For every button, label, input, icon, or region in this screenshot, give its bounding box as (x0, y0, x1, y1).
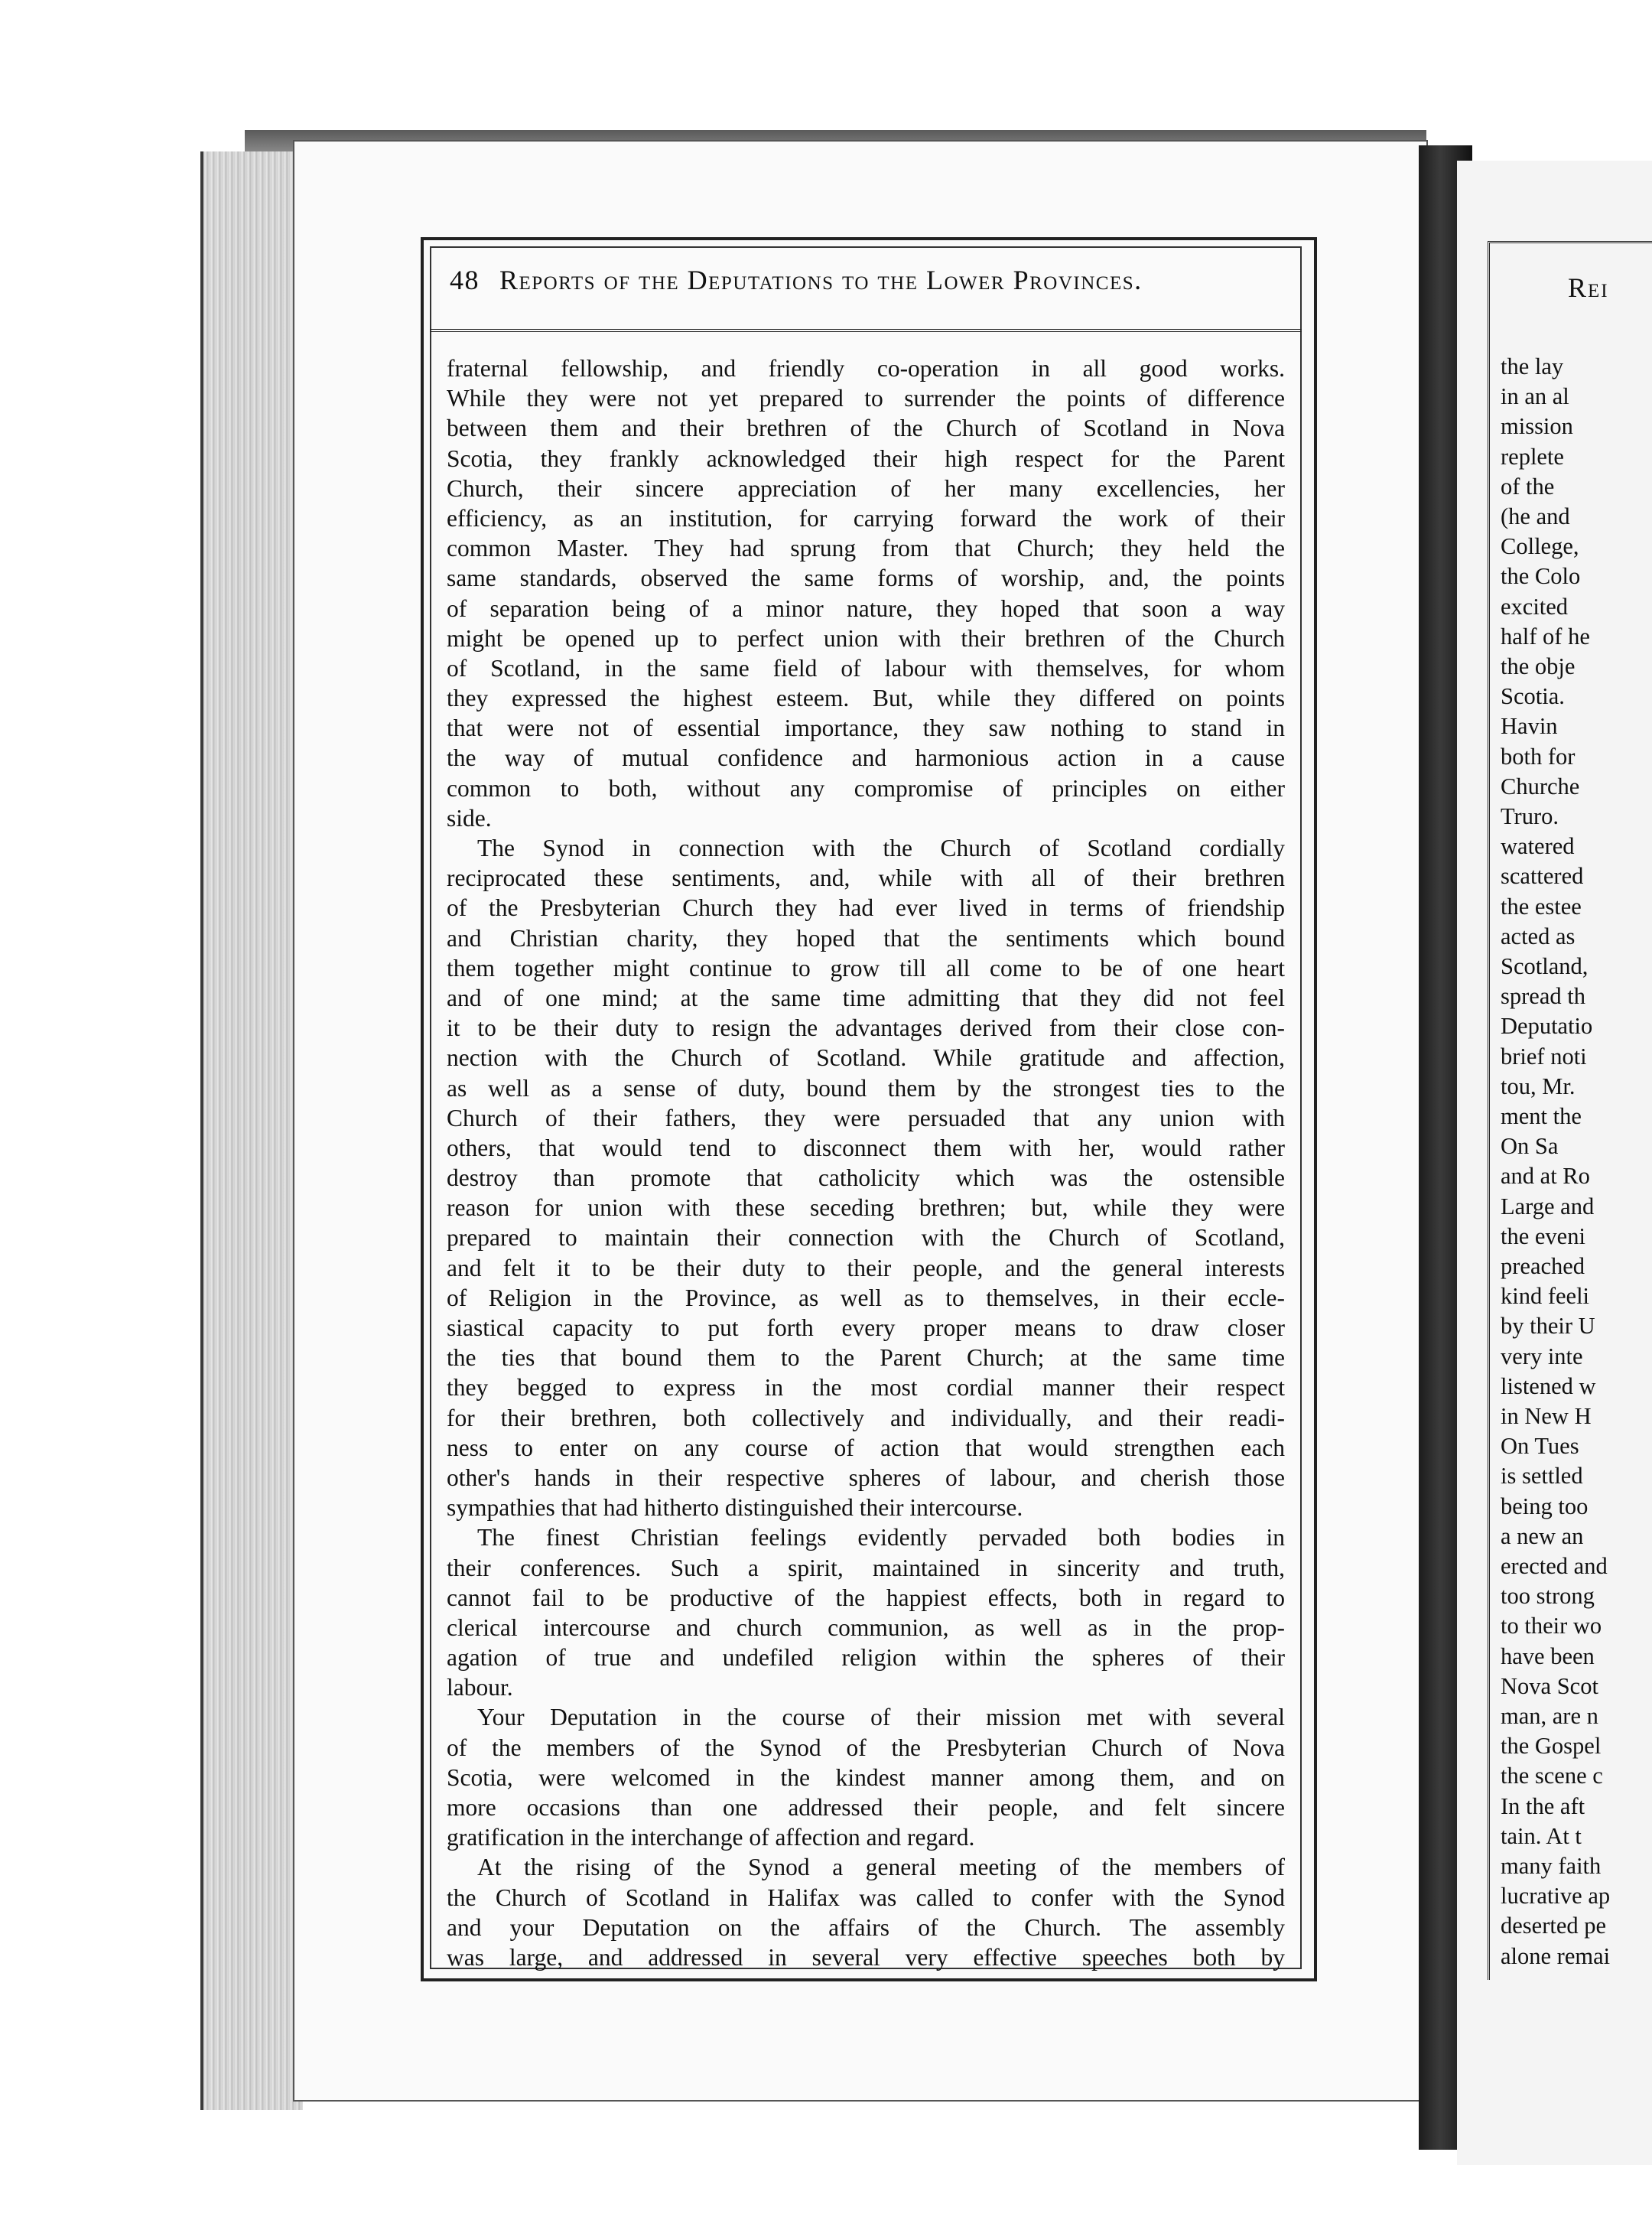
text-line: the way of mutual confidence and harmonious action in a cause (447, 744, 1285, 772)
right-page-text-line: the scene c (1501, 1763, 1603, 1789)
body-text (447, 353, 1285, 1972)
right-page-text-line: in New H (1501, 1403, 1592, 1429)
right-page-text-line: spread th (1501, 983, 1585, 1010)
right-page-text-line: Churche (1501, 773, 1580, 799)
text-line: of the members of the Synod of the Presbyterian Church of Nova (447, 1734, 1285, 1761)
text-line: and your Deputation on the affairs of the Church. The assembly (447, 1913, 1285, 1941)
header-rule (430, 329, 1302, 332)
right-page-text-line: erected and (1501, 1553, 1608, 1579)
right-page-text-line: watered (1501, 833, 1575, 860)
text-line: prepared to maintain their connection with the Church of Scotland, (447, 1224, 1285, 1252)
text-line: of Scotland, in the same field of labour with themselves, for whom (447, 654, 1285, 682)
right-page-text-line: lucrative ap (1501, 1883, 1611, 1910)
text-line: cannot fail to be productive of the happiest effects, both in regard to (447, 1584, 1285, 1611)
right-page-text-line: and at Ro (1501, 1163, 1590, 1190)
right-page-text-line: On Sa (1501, 1133, 1559, 1160)
right-page-text-line: ment the (1501, 1103, 1582, 1129)
text-line: other's hands in their respective spheres of labour, and cherish those (447, 1463, 1285, 1491)
text-line: While they were not yet prepared to surrender the points of difference (447, 385, 1285, 412)
text-line: gratification in the interchange of affection and regard. (447, 1824, 975, 1851)
right-page-text-line: College, (1501, 533, 1579, 560)
text-line: between them and their brethren of the Church of Scotland in Nova (447, 415, 1285, 442)
text-line: reciprocated these sentiments, and, while with all of their brethren (447, 864, 1285, 892)
text-line: their conferences. Such a spirit, maintained in sincerity and truth, (447, 1554, 1285, 1581)
right-page-text-line: brief noti (1501, 1043, 1587, 1070)
book-page-edges (200, 151, 303, 2110)
text-line: agation of true and undefiled religion within the spheres of their (447, 1644, 1285, 1672)
text-line: common Master. They had sprung from that Church; they held the (447, 535, 1285, 562)
text-line: reason for union with these seceding brethren; but, while they were (447, 1194, 1285, 1222)
page-number: 48 (450, 265, 480, 295)
right-page-text-line: Havin (1501, 713, 1558, 740)
text-line: and of one mind; at the same time admitting that they did not feel (447, 984, 1285, 1011)
right-page-text-line: to their wo (1501, 1613, 1602, 1639)
right-page-text-line: by their U (1501, 1313, 1595, 1340)
right-page-text-line: man, are n (1501, 1703, 1598, 1729)
text-line: destroy than promote that catholicity which was the ostensible (447, 1164, 1285, 1192)
text-line: was large, and addressed in several very effective speeches both by (447, 1943, 1285, 1971)
text-line: labour. (447, 1674, 513, 1701)
right-page-text-line: very inte (1501, 1343, 1583, 1369)
text-line: Your Deputation in the course of their mission met with several (477, 1704, 1285, 1731)
right-page-text-line: tou, Mr. (1501, 1073, 1576, 1099)
right-page-text-line: Nova Scot (1501, 1672, 1598, 1699)
text-line: clerical intercourse and church communion, as well as in the prop- (447, 1613, 1285, 1641)
text-line: Scotia, they frankly acknowledged their high respect for the Parent (447, 444, 1285, 472)
right-page-text-line: Scotland, (1501, 953, 1589, 979)
text-line: nection with the Church of Scotland. While gratitude and affection, (447, 1044, 1285, 1072)
right-page-text-line: mission (1501, 413, 1573, 440)
right-page-text-line: of the (1501, 473, 1555, 500)
text-line: as well as a sense of duty, bound them by the strongest ties to the (447, 1074, 1285, 1102)
right-page-text-line: both for (1501, 743, 1576, 770)
text-line: the ties that bound them to the Parent Church; at the same time (447, 1344, 1285, 1372)
text-line: others, that would tend to disconnect them with her, would rather (447, 1134, 1285, 1161)
right-page-text-line: tain. At t (1501, 1822, 1582, 1849)
running-head (450, 264, 1291, 296)
text-line: that were not of essential importance, they saw nothing to stand in (447, 715, 1285, 742)
right-page-text-line: in an al (1501, 383, 1569, 410)
right-page-text-line: alone remai (1501, 1942, 1611, 1969)
text-line: sympathies that had hitherto distinguished their intercourse. (447, 1494, 1023, 1522)
right-page-text-line: the estee (1501, 893, 1582, 920)
text-line: for their brethren, both collectively and individually, and their readi- (447, 1404, 1285, 1431)
text-line: of Religion in the Province, as well as to themselves, in their eccle- (447, 1284, 1285, 1311)
right-page-text-line: the obje (1501, 653, 1576, 679)
right-page-text-line: excited (1501, 593, 1569, 620)
text-line: they expressed the highest esteem. But, while they differed on points (447, 685, 1285, 712)
right-page-text-line: Deputatio (1501, 1013, 1593, 1040)
text-line: ness to enter on any course of action that would strengthen each (447, 1434, 1285, 1461)
text-line: they begged to express in the most cordial manner their respect (447, 1374, 1285, 1402)
right-page-text-line: is settled (1501, 1463, 1583, 1490)
right-page-text-line: have been (1501, 1643, 1595, 1669)
text-line: of the Presbyterian Church they had ever lived in terms of friendship (447, 894, 1285, 922)
right-page-text-line: half of he (1501, 623, 1590, 650)
text-line: siastical capacity to put forth every proper means to draw closer (447, 1314, 1285, 1341)
right-page-text-line: In the aft (1501, 1792, 1585, 1819)
text-line: The Synod in connection with the Church of Scotland cordially (477, 835, 1285, 861)
text-line: it to be their duty to resign the advantages derived from their close con- (447, 1014, 1285, 1042)
running-title: Reports of the Deputations to the Lower Provinces. (499, 265, 1143, 295)
right-page-text-line: many faith (1501, 1853, 1602, 1879)
text-line: efficiency, as an institution, for carrying forward the work of their (447, 504, 1285, 532)
text-line: might be opened up to perfect union with their brethren of the Church (447, 624, 1285, 652)
right-page-text-line: deserted pe (1501, 1913, 1607, 1939)
text-line: the Church of Scotland in Halifax was called to confer with the Synod (447, 1883, 1285, 1911)
text-line: common to both, without any compromise of principles on either (447, 774, 1285, 802)
right-page-text-line: a new an (1501, 1522, 1584, 1549)
right-page-text-line: acted as (1501, 923, 1576, 949)
text-line: and felt it to be their duty to their people, and the general interests (447, 1254, 1285, 1281)
text-line: fraternal fellowship, and friendly co-operation in all good works. (447, 355, 1285, 382)
text-line: same standards, observed the same forms of worship, and, the points (447, 565, 1285, 592)
text-line: Church, their sincere appreciation of her many excellencies, her (447, 474, 1285, 502)
text-line: them together might continue to grow till all come to be of one heart (447, 954, 1285, 982)
text-line: Church of their fathers, they were persuaded that any union with (447, 1104, 1285, 1131)
right-page-text-line: the lay (1501, 353, 1564, 379)
right-page-text-line: listened w (1501, 1372, 1596, 1399)
right-page-text-line: being too (1501, 1493, 1589, 1519)
right-page-text-line: the Gospel (1501, 1733, 1602, 1760)
right-page-text-line: preached (1501, 1253, 1585, 1279)
text-line: more occasions than one addressed their people, and felt sincere (447, 1794, 1285, 1821)
right-page-text-line: kind feeli (1501, 1283, 1590, 1310)
right-page-running-head: Rei (1568, 272, 1609, 303)
text-line: of separation being of a minor nature, they hoped that soon a way (447, 594, 1285, 622)
right-page-text-line: (he and (1501, 503, 1570, 529)
text-line: side. (447, 804, 492, 832)
right-page-text-line: scattered (1501, 863, 1584, 890)
text-line: Scotia, were welcomed in the kindest manner among them, and on (447, 1763, 1285, 1791)
right-page-text-line: the Colo (1501, 563, 1581, 590)
right-page-text-line: Scotia. (1501, 683, 1565, 710)
text-line: and Christian charity, they hoped that the sentiments which bound (447, 924, 1285, 952)
right-page-text-line: the eveni (1501, 1223, 1585, 1249)
right-page-text-line: On Tues (1501, 1433, 1579, 1460)
text-line: At the rising of the Synod a general meeting of the members of (477, 1854, 1285, 1881)
text-line: The finest Christian feelings evidently pervaded both bodies in (477, 1524, 1285, 1551)
right-page-text-line: Large and (1501, 1193, 1595, 1219)
right-page-text-line: Truro. (1501, 803, 1559, 829)
right-page-text-line: replete (1501, 443, 1564, 470)
right-page-text-line: too strong (1501, 1583, 1595, 1610)
